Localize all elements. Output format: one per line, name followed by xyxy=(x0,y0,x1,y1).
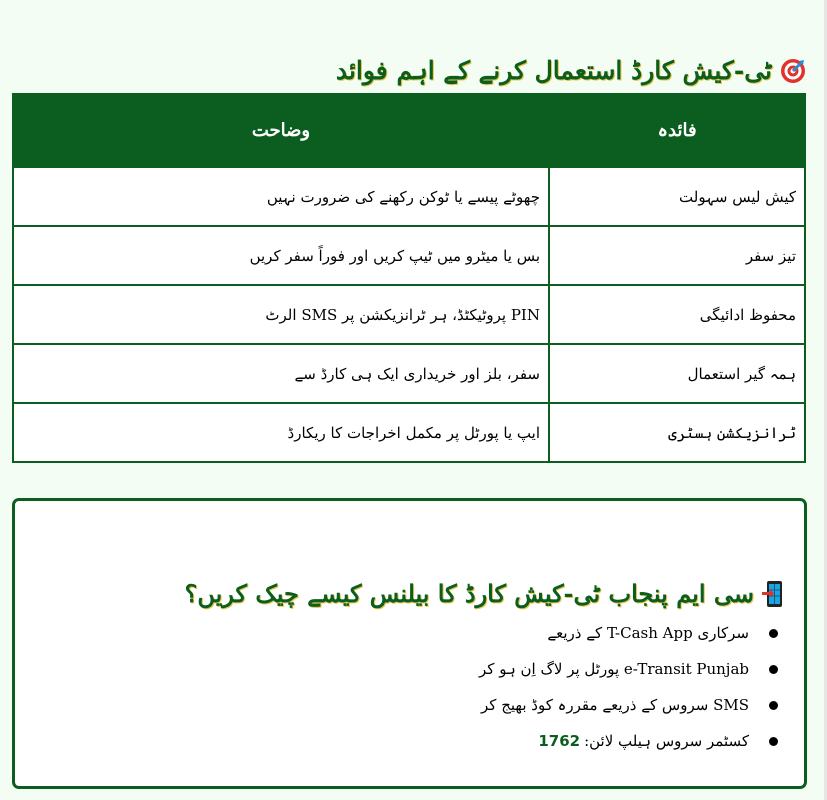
table-row xyxy=(13,344,805,403)
benefit-cell: محفوظ ادائیگی xyxy=(549,285,805,344)
target-dart-icon xyxy=(780,58,806,84)
benefits-heading xyxy=(336,45,806,97)
method-text: SMS سروس کے ذریعے مقررہ کوڈ بھیج کر xyxy=(481,696,749,714)
description-cell: ایپ یا پورٹل پر مکمل اخراجات کا ریکارڈ xyxy=(13,403,549,462)
method-text: کسٹمر سروس ہیلپ لائن: xyxy=(584,732,749,750)
list-item xyxy=(479,723,778,759)
balance-check-box xyxy=(12,498,807,789)
benefit-cell: ہمہ گیر استعمال xyxy=(549,344,805,403)
header-description: وضاحت xyxy=(13,94,549,167)
table-row xyxy=(13,226,805,285)
benefits-table xyxy=(12,93,806,463)
bullet-icon xyxy=(769,701,778,710)
table-row xyxy=(13,167,805,226)
bullet-icon xyxy=(769,629,778,638)
list-item xyxy=(479,687,778,723)
helpline-number: 1762 xyxy=(538,732,581,750)
balance-check-heading xyxy=(185,569,784,619)
table-row xyxy=(13,285,805,344)
bullet-icon xyxy=(769,737,778,746)
balance-methods-list xyxy=(479,615,778,759)
description-cell: PIN پروٹیکٹڈ، ہر ٹرانزیکشن پر SMS الرٹ xyxy=(13,285,549,344)
benefits-heading-text: ٹی-کیش کارڈ استعمال کرنے کے اہم فوائد xyxy=(335,56,772,86)
bullet-icon xyxy=(769,665,778,674)
table-row xyxy=(13,403,805,462)
header-benefit: فائدہ xyxy=(549,94,805,167)
description-cell: بس یا میٹرو میں ٹیپ کریں اور فوراً سفر کریں xyxy=(13,226,549,285)
balance-check-heading-text: سی ایم پنجاب ٹی-کیش کارڈ کا بیلنس کیسے چیک کریں؟ xyxy=(184,579,754,609)
benefit-cell: کیش لیس سہولت xyxy=(549,167,805,226)
description-cell: سفر، بلز اور خریداری ایک ہی کارڈ سے xyxy=(13,344,549,403)
description-cell: چھوٹے پیسے یا ٹوکن رکھنے کی ضرورت نہیں xyxy=(13,167,549,226)
benefit-cell: تیز سفر xyxy=(549,226,805,285)
list-item xyxy=(479,651,778,687)
list-item xyxy=(479,615,778,651)
method-text: سرکاری T-Cash App کے ذریعے xyxy=(547,624,749,642)
mobile-phone-arrow-icon xyxy=(762,580,784,608)
method-text: e-Transit Punjab پورٹل پر لاگ اِن ہو کر xyxy=(479,660,749,678)
table-header-row xyxy=(13,94,805,167)
benefit-cell: ٹرانزیکشن ہسٹری xyxy=(549,403,805,462)
